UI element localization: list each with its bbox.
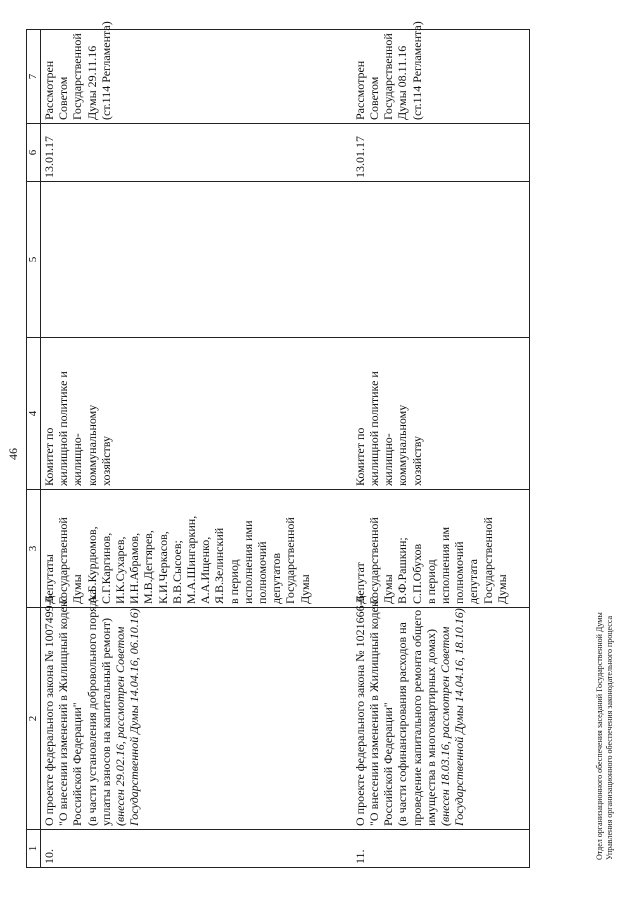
row-number-text: 11. [352, 849, 367, 864]
text-line: в период [423, 559, 438, 604]
text-line: проведение капитального ремонта общего [409, 609, 424, 826]
column-header: 4 [27, 338, 41, 490]
bills-table [26, 21, 530, 868]
table-header-row [27, 30, 41, 868]
text-line: имущества в многоквартирных домах) [423, 629, 438, 826]
text-line: А.А.Ищенко, [198, 536, 213, 604]
bill-title-cell [41, 589, 352, 830]
initiators-cell [41, 490, 352, 608]
date-text: 13.01.17 [42, 136, 56, 178]
text-line: (в части софинансирования расходов на [395, 622, 410, 826]
text-line: Комитет по [352, 427, 367, 486]
text-line: (внесен 29.02.16, рассмотрен Советом [113, 626, 128, 826]
footer-note [595, 612, 615, 860]
text-line: жилищно- [70, 433, 85, 486]
text-line: Государственной Думы 14.04.16, 06.10.16) [127, 608, 142, 826]
text-line: (ст.114 Регламента) [98, 21, 113, 120]
text-line: Думы [494, 574, 509, 604]
text-line: С.Г.Каргинов, [98, 532, 113, 604]
text-line: хозяйству [409, 435, 424, 486]
text-line: Государственной [56, 517, 71, 604]
text-line: Российской Федерации" [381, 702, 396, 826]
text-line: депутата [466, 559, 481, 604]
text-line: исполнения ими [240, 520, 255, 604]
text-line: Советом [367, 76, 382, 120]
text-line: (в части установления добровольного порядка [84, 589, 99, 826]
footer-line: Управления организационного обеспечения законодательного процесса [605, 615, 614, 860]
text-line: уплаты взносов на капитальный ремонт) [98, 617, 113, 826]
text-line: Комитет по [42, 427, 56, 486]
row-number [352, 830, 530, 868]
column-header: 7 [27, 30, 41, 124]
footer-line: Отдел организационного обеспечения заседаний Государственной Думы [595, 612, 604, 860]
text-line: Государственной [283, 517, 298, 604]
text-line: жилищной политике и [56, 371, 71, 486]
text-line: в период [226, 559, 241, 604]
empty-cell [352, 182, 530, 338]
text-line: Рассмотрен [352, 60, 367, 120]
text-line: И.Н.Абрамов, [127, 532, 142, 604]
bill-title-cell [352, 595, 530, 830]
text-line: "О внесении изменений в Жилищный кодекс [367, 596, 382, 826]
column-header: 6 [27, 124, 41, 182]
column-header: 3 [27, 490, 41, 608]
text-line: И.К.Сухарев, [113, 536, 128, 604]
text-line: Думы [70, 574, 85, 604]
committee-cell [41, 338, 352, 490]
status-cell [352, 21, 530, 124]
text-line: Государственной [480, 517, 495, 604]
text-line: Российской Федерации" [70, 702, 85, 826]
text-line: Рассмотрен [42, 60, 56, 120]
text-line: Советом [56, 76, 71, 120]
text-line: М.А.Шингаркин, [184, 515, 199, 604]
committee-cell [352, 338, 530, 490]
text-line: жилищной политике и [367, 371, 382, 486]
text-line: полномочий [452, 541, 467, 604]
text-line: Депутаты [42, 554, 56, 604]
text-line: жилищно- [381, 433, 396, 486]
text-line: С.П.Обухов [409, 543, 424, 604]
text-line: "О внесении изменений в Жилищный кодекс [56, 596, 71, 826]
status-cell [41, 21, 352, 124]
column-header: 1 [27, 830, 41, 868]
date-cell [41, 124, 352, 182]
empty-cell [41, 182, 352, 338]
text-line: исполнения им [438, 526, 453, 604]
row-number-text: 10. [42, 849, 56, 864]
date-cell [352, 124, 530, 182]
text-line: коммунальному [84, 404, 99, 486]
text-line: В.В.Сысоев; [169, 540, 184, 604]
text-line: депутатов [269, 552, 284, 604]
text-line: Государственной Думы 14.04.16, 18.10.16) [452, 608, 467, 826]
table-row [41, 30, 352, 868]
text-line: К.И.Черкасов, [155, 531, 170, 604]
text-line: Государственной [381, 33, 396, 120]
table-row [352, 30, 530, 868]
page-number: 46 [6, 448, 20, 460]
column-header: 5 [27, 182, 41, 338]
text-line: полномочий [255, 541, 270, 604]
initiators-cell [352, 490, 530, 608]
text-line: Думы [297, 574, 312, 604]
text-line: О проекте федерального закона № 1021666-6 [352, 595, 367, 826]
text-line: (ст.114 Регламента) [409, 21, 424, 120]
text-line: В.Ф.Рашкин; [395, 537, 410, 604]
column-header: 2 [27, 608, 41, 830]
text-line: Государственной [70, 33, 85, 120]
text-line: О проекте федерального закона № 1007499-6 [42, 595, 56, 826]
text-line: Государственной [367, 517, 382, 604]
rotated-sheet [0, 10, 625, 900]
text-line: Думы [381, 574, 396, 604]
text-line: хозяйству [98, 435, 113, 486]
text-line: А.Б.Курдюмов, [84, 526, 99, 604]
text-line: Я.В.Зелинский [212, 527, 227, 604]
text-line: Депутат [352, 562, 367, 604]
text-line: (внесен 18.03.16, рассмотрен Советом [438, 626, 453, 826]
text-line: Думы 29.11.16 [84, 45, 99, 120]
row-number [41, 830, 352, 868]
date-text: 13.01.17 [352, 136, 367, 178]
text-line: М.В.Дегтярев, [141, 530, 156, 604]
text-line: Думы 08.11.16 [395, 45, 410, 120]
text-line: коммунальному [395, 404, 410, 486]
